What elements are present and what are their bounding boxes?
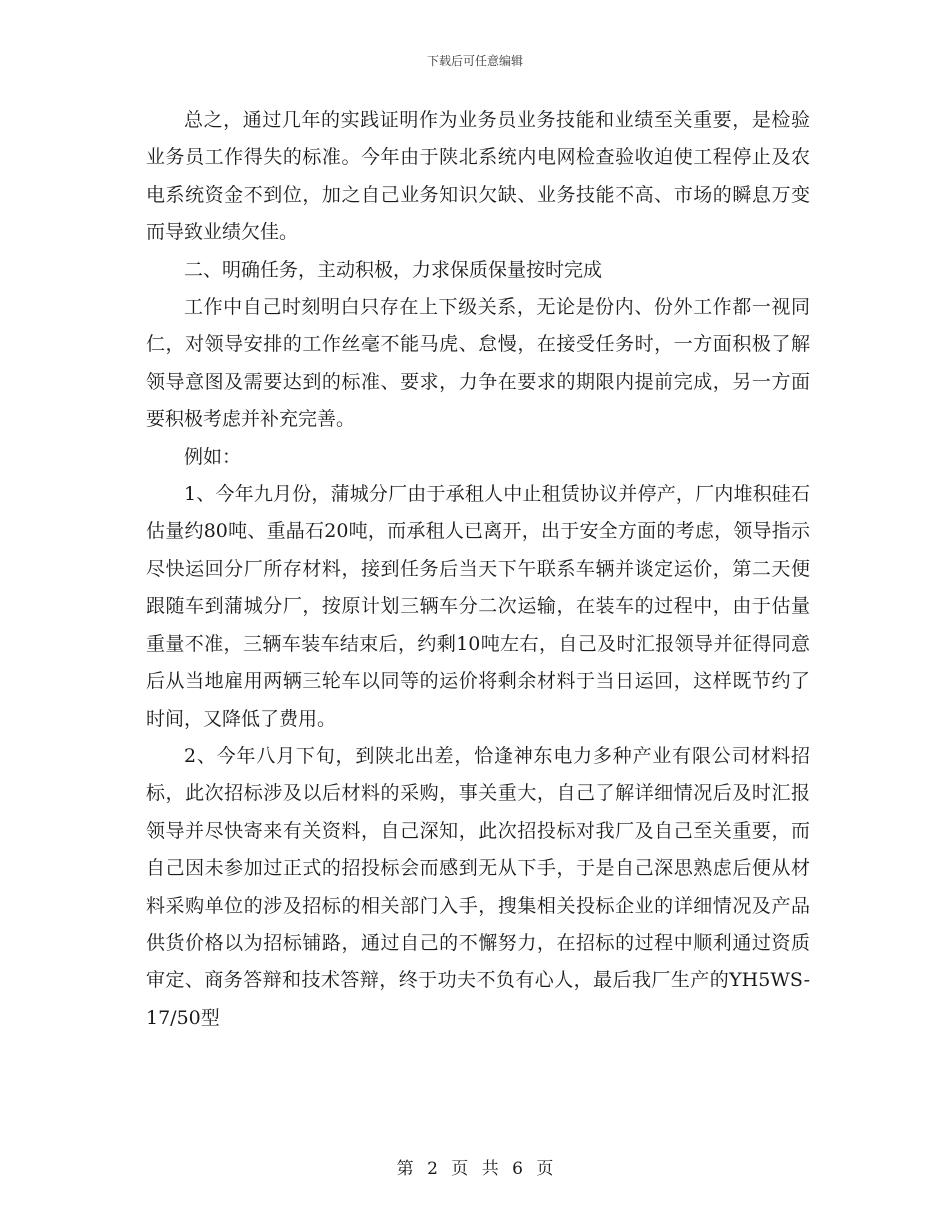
paragraph-example-1: 1、今年九月份，蒲城分厂由于承租人中止租赁协议并停产，厂内堆积硅石估量约80吨、重晶石20吨，而承租人已离开，出于安全方面的考虑，领导指示尽快运回分厂所存材料，接到任务后当天下午联系车辆并谈定运价，第二天便跟随车到蒲城分厂，按原计划三辆车分二次运输，在装车的过程中，由于估量重量不准，三辆车装车结束后，约剩10吨左右，自己及时汇报领导并征得同意后从当地雇用两辆三轮车以同等的运价将剩余材料于当日运回，这样既节约了时间，又降低了费用。: [146, 483, 810, 730]
page-footer: [0, 1154, 950, 1179]
document-body: [146, 102, 810, 1037]
footer-page-number: 2: [427, 1159, 438, 1179]
section-heading: 二、明确任务，主动积极，力求保质保量按时完成: [184, 258, 603, 281]
paragraph-work-attitude: 工作中自己时刻明白只存在上下级关系，无论是份内、份外工作都一视同仁，对领导安排的工作丝毫不能马虎、怠慢，在接受任务时，一方面积极了解领导意图及需要达到的标准、要求，力争在要求的期限内提前完成，另一方面要积极考虑并补充完善。: [146, 296, 810, 431]
footer-di: 第: [396, 1159, 414, 1179]
footer-gong: 共: [481, 1159, 499, 1179]
footer-total-pages: 6: [512, 1159, 523, 1179]
paragraph-example-intro: 例如：: [184, 445, 242, 468]
paragraph-example-2: 2、今年八月下旬，到陕北出差，恰逢神东电力多种产业有限公司材料招标，此次招标涉及以后材料的采购，事关重大，自己了解详细情况后及时汇报领导并尽快寄来有关资料，自己深知，此次招投标对我厂及自己至关重要，而自己因未参加过正式的招投标会而感到无从下手，于是自己深思熟虑后便从材料采购单位的涉及招标的相关部门入手，搜集相关投标企业的详细情况及产品供货价格以为招标铺路，通过自己的不懈努力，在招标的过程中顺利通过资质审定、商务答辩和技术答辩，终于功夫不负有心人，最后我厂生产的YH5WS-17/50型: [146, 744, 810, 1029]
page-header: 下载后可任意编辑: [426, 54, 523, 68]
paragraph-summary: 总之，通过几年的实践证明作为业务员业务技能和业绩至关重要，是检验业务员工作得失的标准。今年由于陕北系统内电网检查验收迫使工程停止及农电系统资金不到位，加之自己业务知识欠缺、业务技能不高、市场的瞬息万变而导致业绩欠佳。: [146, 109, 810, 244]
footer-ye: 页: [451, 1159, 469, 1179]
footer-ye-end: 页: [536, 1159, 554, 1179]
